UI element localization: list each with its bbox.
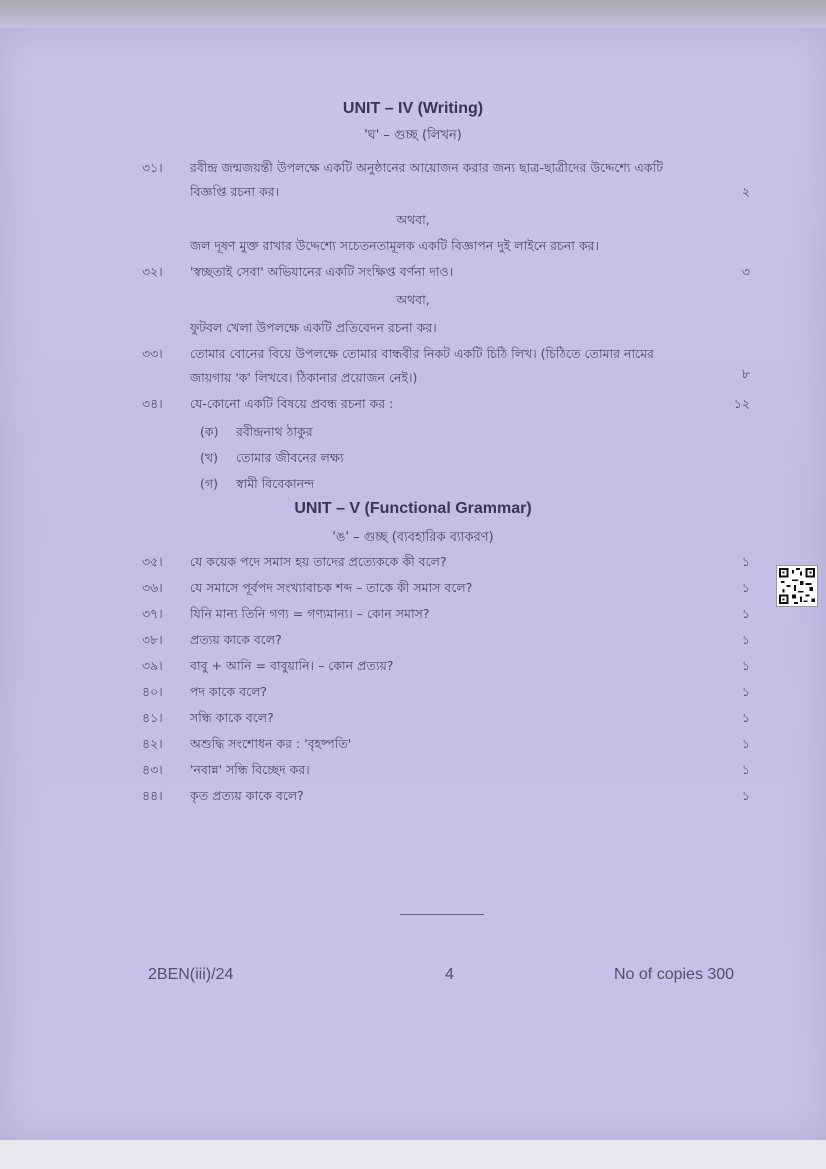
- question-marks: ১: [741, 632, 750, 647]
- question-text: যিনি মান্য তিনি গণ্য = গণ্যমান্য। – কোন সমাস?: [190, 606, 430, 621]
- question-number: ৪০।: [142, 684, 163, 699]
- question-33-number: ৩৩।: [142, 346, 163, 361]
- question-number: ৪১।: [142, 710, 163, 725]
- question-number: ৪২।: [142, 736, 163, 751]
- unit-4-title: UNIT – IV (Writing): [342, 100, 484, 117]
- or-label-2: অথবা,: [396, 292, 430, 307]
- question-32-marks: ৩: [741, 264, 750, 279]
- question-34-number: ৩৪।: [142, 396, 163, 411]
- question-marks: ১: [741, 762, 750, 777]
- question-31-line-2: বিজ্ঞপ্তি রচনা কর।: [190, 184, 280, 199]
- question-number: ৪৪।: [142, 788, 163, 803]
- option-text: রবীন্দ্রনাথ ঠাকুর: [236, 424, 313, 439]
- question-number: ৩৬।: [142, 580, 163, 595]
- or-label-1: অথবা,: [396, 212, 430, 227]
- unit-5-title: UNIT – V (Functional Grammar): [294, 500, 532, 517]
- question-34-text: যে-কোনো একটি বিষয়ে প্রবন্ধ রচনা কর :: [190, 396, 394, 411]
- question-marks: ১: [741, 554, 750, 569]
- unit-4-section: 'ঘ' – গুচ্ছ (লিখন): [364, 128, 462, 143]
- question-marks: ১: [741, 710, 750, 725]
- option-text: স্বামী বিবেকানন্দ: [236, 476, 315, 491]
- question-number: ৩৯।: [142, 658, 163, 673]
- question-32-text: 'স্বচ্ছতাই সেবা' অভিযানের একটি সংক্ষিপ্ত বর্ণনা দাও।: [190, 264, 454, 279]
- end-divider: [400, 914, 484, 915]
- question-number: ৩৫।: [142, 554, 163, 569]
- question-marks: ১: [741, 580, 750, 595]
- question-number: ৩৭।: [142, 606, 163, 621]
- footer-copies: No of copies 300: [614, 966, 735, 983]
- question-32-number: ৩২।: [142, 264, 163, 279]
- question-31-number: ৩১।: [142, 160, 163, 175]
- question-33-marks: ৮: [741, 366, 750, 381]
- question-31-line-1: রবীন্দ্র জন্মজয়ন্তী উপলক্ষে একটি অনুষ্ঠানের আয়োজন করার জন্য ছাত্র-ছাত্রীদের উদ্দেশ্যে একটি: [190, 160, 664, 175]
- question-marks: ১: [741, 606, 750, 621]
- question-34-marks: ১২: [733, 396, 750, 411]
- question-text: অশুদ্ধি সংশোধন কর : 'বৃহষ্পতি': [190, 736, 352, 751]
- question-text: যে সমাসে পূর্বপদ সংখ্যাবাচক শব্দ – তাকে কী সমাস বলে?: [190, 580, 473, 595]
- question-text: সন্ধি কাকে বলে?: [190, 710, 274, 725]
- footer-paper-code: 2BEN(iii)/24: [148, 966, 234, 983]
- question-32-alternative: ফুটবল খেলা উপলক্ষে একটি প্রতিবেদন রচনা কর।: [190, 320, 437, 335]
- question-33-line-2: জায়গায় 'ক' লিখবে। ঠিকানার প্রয়োজন নেই।): [190, 370, 418, 385]
- photo-top-edge: [0, 0, 826, 28]
- qr-code-icon: [776, 565, 818, 607]
- option-label: (ক): [200, 424, 219, 439]
- footer-page-number: 4: [445, 966, 454, 983]
- exam-page: [0, 28, 826, 1140]
- question-text: পদ কাকে বলে?: [190, 684, 268, 699]
- question-31-alternative: জল দূষণ মুক্ত রাখার উদ্দেশ্যে সচেতনতামূলক একটি বিজ্ঞাপন দুই লাইনে রচনা কর।: [190, 238, 599, 253]
- unit-5-section: 'ঙ' – গুচ্ছ (ব্যবহারিক ব্যাকরণ): [332, 530, 494, 545]
- question-number: ৪৩।: [142, 762, 163, 777]
- question-text: 'নবান্ন' সন্ধি বিচ্ছেদ কর।: [190, 762, 310, 777]
- question-text: বাবু + আনি = বাবুয়ানি। – কোন প্রত্যয়?: [190, 658, 394, 673]
- question-text: যে কয়েক পদে সমাস হয় তাদের প্রত্যেককে কী বলে?: [190, 554, 447, 569]
- question-text: প্রত্যয় কাকে বলে?: [190, 632, 282, 647]
- question-number: ৩৮।: [142, 632, 163, 647]
- option-label: (খ): [200, 450, 218, 465]
- option-text: তোমার জীবনের লক্ষ্য: [236, 450, 344, 465]
- question-31-marks: ২: [741, 184, 750, 199]
- question-33-line-1: তোমার বোনের বিয়ে উপলক্ষে তোমার বান্ধবীর নিকট একটি চিঠি লিখ। (চিঠিতে তোমার নামের: [190, 346, 654, 361]
- option-label: (গ): [200, 476, 218, 491]
- question-marks: ১: [741, 788, 750, 803]
- question-text: কৃত প্রত্যয় কাকে বলে?: [190, 788, 304, 803]
- question-marks: ১: [741, 684, 750, 699]
- question-marks: ১: [741, 736, 750, 751]
- question-marks: ১: [741, 658, 750, 673]
